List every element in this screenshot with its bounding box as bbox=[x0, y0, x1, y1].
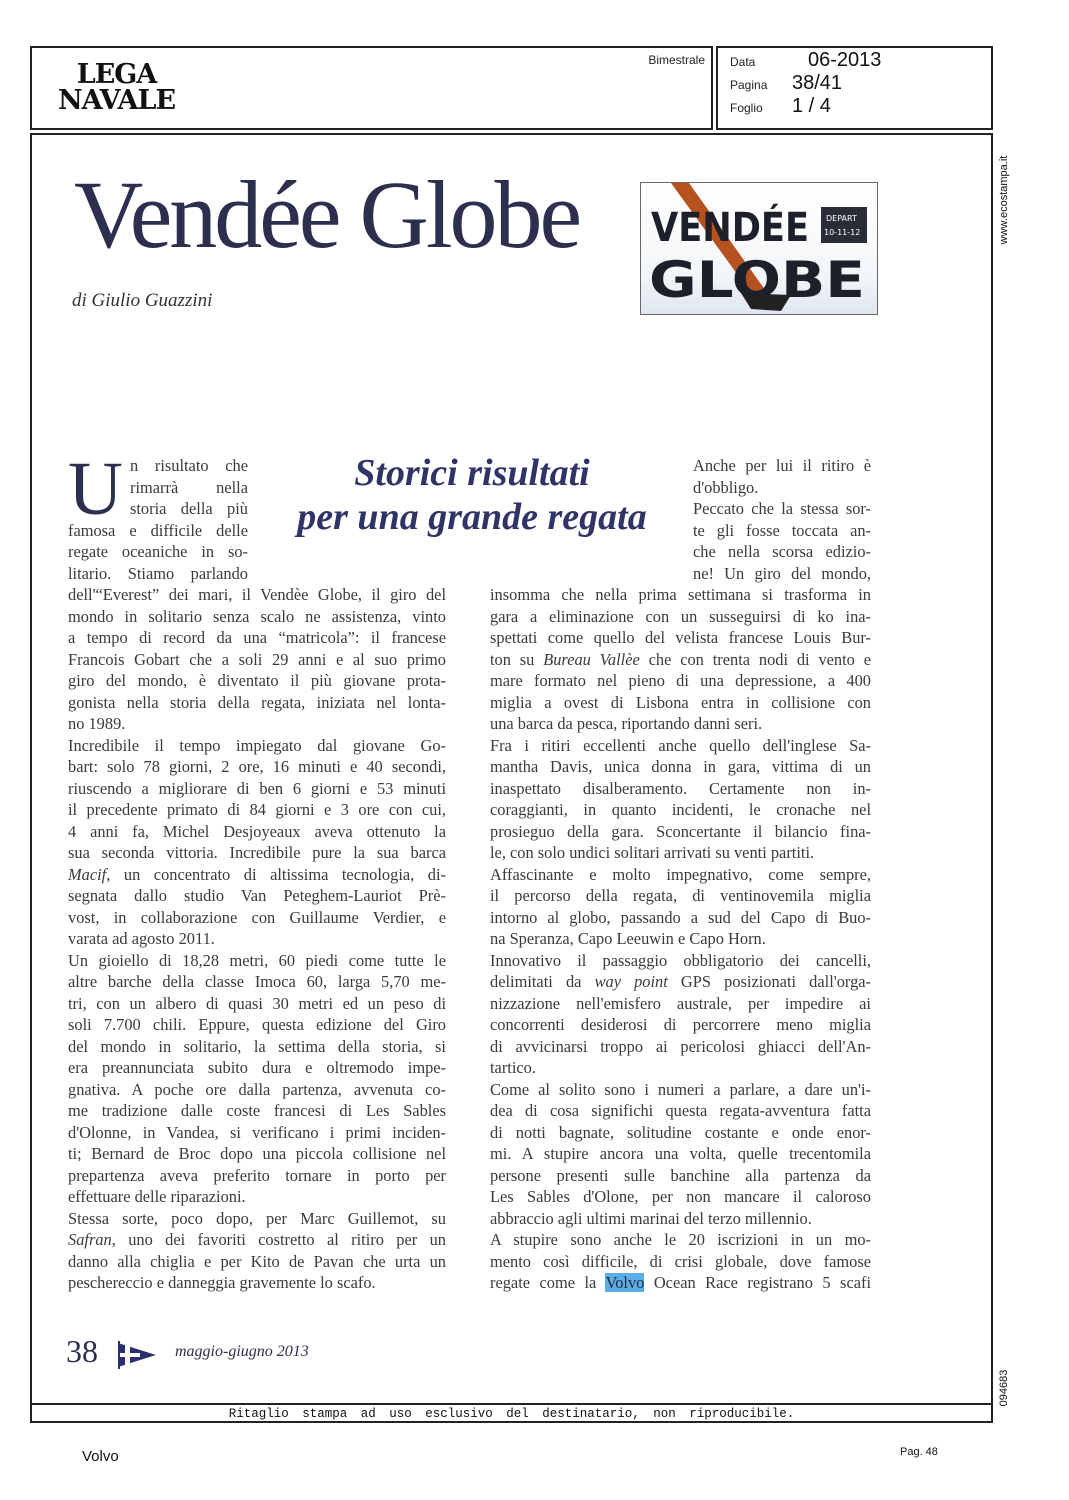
clipping-code bbox=[995, 1365, 1013, 1410]
headline-line: Storici risultati bbox=[354, 452, 590, 494]
text-line: Macif, un concentrato di altissima tecnologia, di- bbox=[68, 864, 446, 884]
text-line: litario. Stiamo parlando bbox=[68, 563, 248, 583]
text-line: insomma che nella prima settimana si trasforma in bbox=[490, 585, 871, 604]
paragraph bbox=[68, 1208, 446, 1294]
text-line: Les Sables d'Olone, per non mancare il caloroso bbox=[490, 1187, 871, 1206]
text-line: riuscendo a migliorare di ben 6 giorni e 53 minuti bbox=[68, 778, 446, 798]
foglio-value: 1 / 4 bbox=[792, 95, 831, 117]
text-line: mare formato nel pieno di una depressione, a 400 bbox=[490, 671, 871, 690]
text-line: a tempo di record da una “matricola”: il francese bbox=[68, 628, 446, 647]
text-line: n risultato che bbox=[130, 456, 248, 475]
drop-cap: U bbox=[68, 447, 123, 531]
logo-title-line: VENDÉE bbox=[651, 205, 831, 251]
text-line: giro del mondo, è diventato il più giovane prota- bbox=[68, 671, 446, 690]
italic-text: way point bbox=[594, 972, 668, 991]
divider bbox=[32, 1403, 991, 1405]
text-line: regate oceaniche in so- bbox=[68, 542, 248, 561]
article-page bbox=[30, 133, 993, 1423]
text-line: soli 7.700 chili. Eppure, questa edizione del Giro bbox=[68, 1015, 446, 1034]
pagina-label: Pagina bbox=[730, 78, 768, 92]
frequency-label: Bimestrale bbox=[648, 53, 705, 67]
paragraph bbox=[490, 864, 871, 950]
text-line: danno alla chiglia e per Kito de Pavan che urta un bbox=[68, 1251, 446, 1271]
text-line: ton su Bureau Vallèe che con trenta nodi di vento e bbox=[490, 649, 871, 669]
text-line: Peccato che la stessa sor- bbox=[693, 499, 871, 518]
text-line: gara a eliminazione con un susseguirsi di ko ina- bbox=[490, 606, 871, 626]
text-line: Innovativo il passaggio obbligatorio dei cancelli, bbox=[490, 950, 871, 970]
text-line: intorno al globo, passando a sud del Capo di Buo- bbox=[490, 907, 871, 927]
text-line: inaspettato disalberamento. Certamente non in- bbox=[490, 778, 871, 798]
code-text: 094683 bbox=[998, 1369, 1010, 1406]
depart-badge bbox=[821, 207, 867, 243]
text-line: me tradizione dalle coste francesi di Les Sables bbox=[68, 1101, 446, 1120]
text-line: varata ad agosto 2011. bbox=[68, 929, 215, 948]
disclaimer: Ritaglio stampa ad uso esclusivo del destinatario, non riproducibile. bbox=[228, 1407, 795, 1421]
paragraph bbox=[490, 950, 871, 1079]
text-line: persone presenti sulle banchine alla partenza da bbox=[490, 1165, 871, 1185]
text-line: d'obbligo. bbox=[693, 477, 759, 497]
paragraph bbox=[68, 584, 446, 735]
text-line: 4 anni fa, Michel Desjoyeaux aveva ottenuto la bbox=[68, 821, 446, 841]
text-line: effettuare delle riparazioni. bbox=[68, 1187, 246, 1206]
text-line: di avvicinarsi troppo ai pericolosi ghiacci dell'An- bbox=[490, 1036, 871, 1056]
client-name: Volvo bbox=[82, 1448, 119, 1465]
paragraph bbox=[68, 735, 446, 950]
italic-text: Safran bbox=[68, 1230, 112, 1249]
text-line: prepartenza aveva preferito tornare in porto per bbox=[68, 1165, 446, 1185]
text-line: abbraccio agli ultimi marinai del terzo millennio. bbox=[490, 1208, 812, 1228]
text-line: storia della più bbox=[130, 499, 248, 518]
text-line: gnativa. A poche ore dalla partenza, avvenuta co- bbox=[68, 1079, 446, 1099]
text-line: Fra i ritiri eccellenti anche quello dell'inglese Sa- bbox=[490, 735, 871, 755]
text-line: ti; Bernard de Broc dopo una piccola collisione nel bbox=[68, 1144, 446, 1163]
paragraph bbox=[490, 1079, 871, 1230]
url-text: www.ecostampa.it bbox=[998, 155, 1010, 245]
ecostampa-url bbox=[995, 145, 1013, 255]
byline: di Giulio Guazzini bbox=[72, 290, 213, 311]
paragraph bbox=[68, 447, 446, 584]
text-line: le, con solo undici solitari arrivati su venti partiti. bbox=[490, 843, 815, 862]
text-line: mento così difficile, di crisi globale, dove famose bbox=[490, 1251, 871, 1271]
text-line: del mondo in solitario, la settima della storia, si bbox=[68, 1036, 446, 1056]
text-line: bart: solo 78 giorni, 2 ore, 16 minuti e 40 secondi, bbox=[68, 757, 446, 776]
text-line: Un gioiello di 18,28 metri, 60 piedi come tutte le bbox=[68, 950, 446, 970]
foglio-label: Foglio bbox=[730, 101, 763, 115]
text-line: Francois Gobart che a soli 29 anni e al suo primo bbox=[68, 649, 446, 669]
text-line: vost, in collaborazione con Guillaume Verdier, e bbox=[68, 907, 446, 927]
paragraph bbox=[490, 584, 871, 735]
clipping-meta bbox=[716, 46, 993, 130]
text-line: A stupire sono anche le 20 iscrizioni in un mo- bbox=[490, 1230, 871, 1249]
paragraph bbox=[490, 1229, 871, 1294]
text-line: era preannunciata subito dura e oltremodo impe- bbox=[68, 1058, 446, 1077]
masthead bbox=[30, 46, 713, 130]
pagina-value: 38/41 bbox=[792, 72, 843, 94]
text-line: altre barche della classe Imoca 60, larga 5,70 me- bbox=[68, 972, 446, 991]
right-column bbox=[490, 455, 871, 1294]
text-line: Affascinante e molto impegnativo, come sempre, bbox=[490, 864, 871, 884]
text-line: Incredibile il tempo impiegato dal giovane Go- bbox=[68, 735, 446, 755]
text-line: Come al solito sono i numeri a parlare, a dare un'i- bbox=[490, 1079, 871, 1099]
text-line: Anche per lui il ritiro è bbox=[693, 456, 871, 475]
depart-date: 10-11-12 bbox=[824, 228, 861, 237]
page-reference: Pag. 48 bbox=[900, 1446, 938, 1458]
text-line: dell'“Everest” dei mari, il Vendèe Globe, il giro del bbox=[68, 585, 446, 604]
italic-text: Macif bbox=[68, 864, 107, 884]
text-line: te gli fosse toccata an- bbox=[693, 520, 871, 540]
lega-navale-logo bbox=[58, 59, 176, 116]
text-line: concorrenti desiderosi di percorrere meno miglia bbox=[490, 1015, 871, 1034]
burgee-flag-icon bbox=[116, 1341, 158, 1369]
text-line: rimarrà nella bbox=[130, 477, 248, 497]
text-line: delimitati da way point GPS posizionati dall'orga- bbox=[490, 972, 872, 991]
depart-label: DEPART bbox=[826, 214, 857, 223]
article-title: Vendée Globe bbox=[74, 161, 580, 268]
italic-text: Bureau Vallèe bbox=[543, 649, 640, 669]
text-line: d'Olonne, in Vandea, si verificano i primi inciden- bbox=[68, 1122, 446, 1142]
text-line: dea di cosa significhi questa regata-avventura fatta bbox=[490, 1101, 871, 1120]
text-line: mondo in solitario senza scalo ne assistenza, vinto bbox=[68, 606, 446, 626]
data-value: 06-2013 bbox=[808, 49, 882, 71]
logo-title-line: GLOBE bbox=[649, 251, 865, 309]
text-line: mantha Davis, unica donna in gara, vittima di un bbox=[490, 757, 871, 776]
paragraph bbox=[490, 455, 871, 498]
paragraph bbox=[490, 498, 871, 584]
text-line: che nella scorsa edizio- bbox=[693, 542, 871, 561]
text-line: na Speranza, Capo Leeuwin e Capo Horn. bbox=[490, 929, 766, 948]
text-line: una barca da pesca, riportando danni seri. bbox=[490, 714, 763, 733]
sailboat-icon bbox=[641, 183, 877, 314]
text-line: Stessa sorte, poco dopo, per Marc Guillemot, su bbox=[68, 1208, 446, 1228]
text-line: ne! Un giro del mondo, bbox=[693, 563, 871, 583]
text-line: famosa e difficile delle bbox=[68, 520, 248, 540]
search-highlight: Volvo bbox=[605, 1273, 645, 1292]
vendee-globe-logo-image bbox=[640, 182, 878, 315]
page-number: 38 bbox=[66, 1333, 98, 1369]
text-line: gonista nella storia della regata, iniziata nel lonta- bbox=[68, 692, 446, 712]
text-line: no 1989. bbox=[68, 714, 126, 733]
text-line: spettati come quello del velista francese Louis Bur- bbox=[490, 628, 871, 647]
text-line: mi. A stupire ancora una volta, quelle trecentomila bbox=[490, 1144, 871, 1163]
text-line: nizzazione nell'emisfero australe, per impedire ai bbox=[490, 993, 871, 1013]
text-line: Safran, uno dei favoriti costretto al ritiro per un bbox=[68, 1230, 446, 1249]
text-line: il percorso della regata, di ventinovemila miglia bbox=[490, 886, 871, 905]
text-line: segnata dallo studio Van Peteghem-Lauriot Prè- bbox=[68, 886, 446, 905]
logo-line: LEGA bbox=[76, 59, 157, 90]
logo-line: NAVALE bbox=[58, 85, 176, 116]
text-line: regate come la Volvo Ocean Race registrano 5 scafi bbox=[490, 1273, 872, 1292]
text-line: peschereccio e danneggia gravemente lo scafo. bbox=[68, 1273, 376, 1292]
text-line: sua seconda vittoria. Incredibile pure la sua barca bbox=[68, 843, 446, 862]
text-line: di notti bagnate, solitudine costante e onde enor- bbox=[490, 1122, 871, 1142]
text-line: tartico. bbox=[490, 1058, 536, 1077]
text-line: il precedente primato di 84 giorni e 3 ore con cui, bbox=[68, 800, 446, 819]
text-line: prosieguo della gara. Sconcertante il bilancio fina- bbox=[490, 821, 871, 841]
data-label: Data bbox=[730, 55, 756, 69]
left-column bbox=[68, 447, 446, 1294]
text-line: tri, con un albero di quasi 30 metri ed un peso di bbox=[68, 993, 446, 1013]
issue-date: maggio-giugno 2013 bbox=[175, 1343, 309, 1360]
headline-line: per una grande regata bbox=[297, 496, 647, 538]
paragraph bbox=[490, 735, 871, 864]
text-line: coraggianti, in quanto incidenti, le cronache nel bbox=[490, 800, 871, 819]
text-line: miglia a ovest di Lisbona entra in collisione con bbox=[490, 692, 871, 712]
paragraph bbox=[68, 950, 446, 1208]
